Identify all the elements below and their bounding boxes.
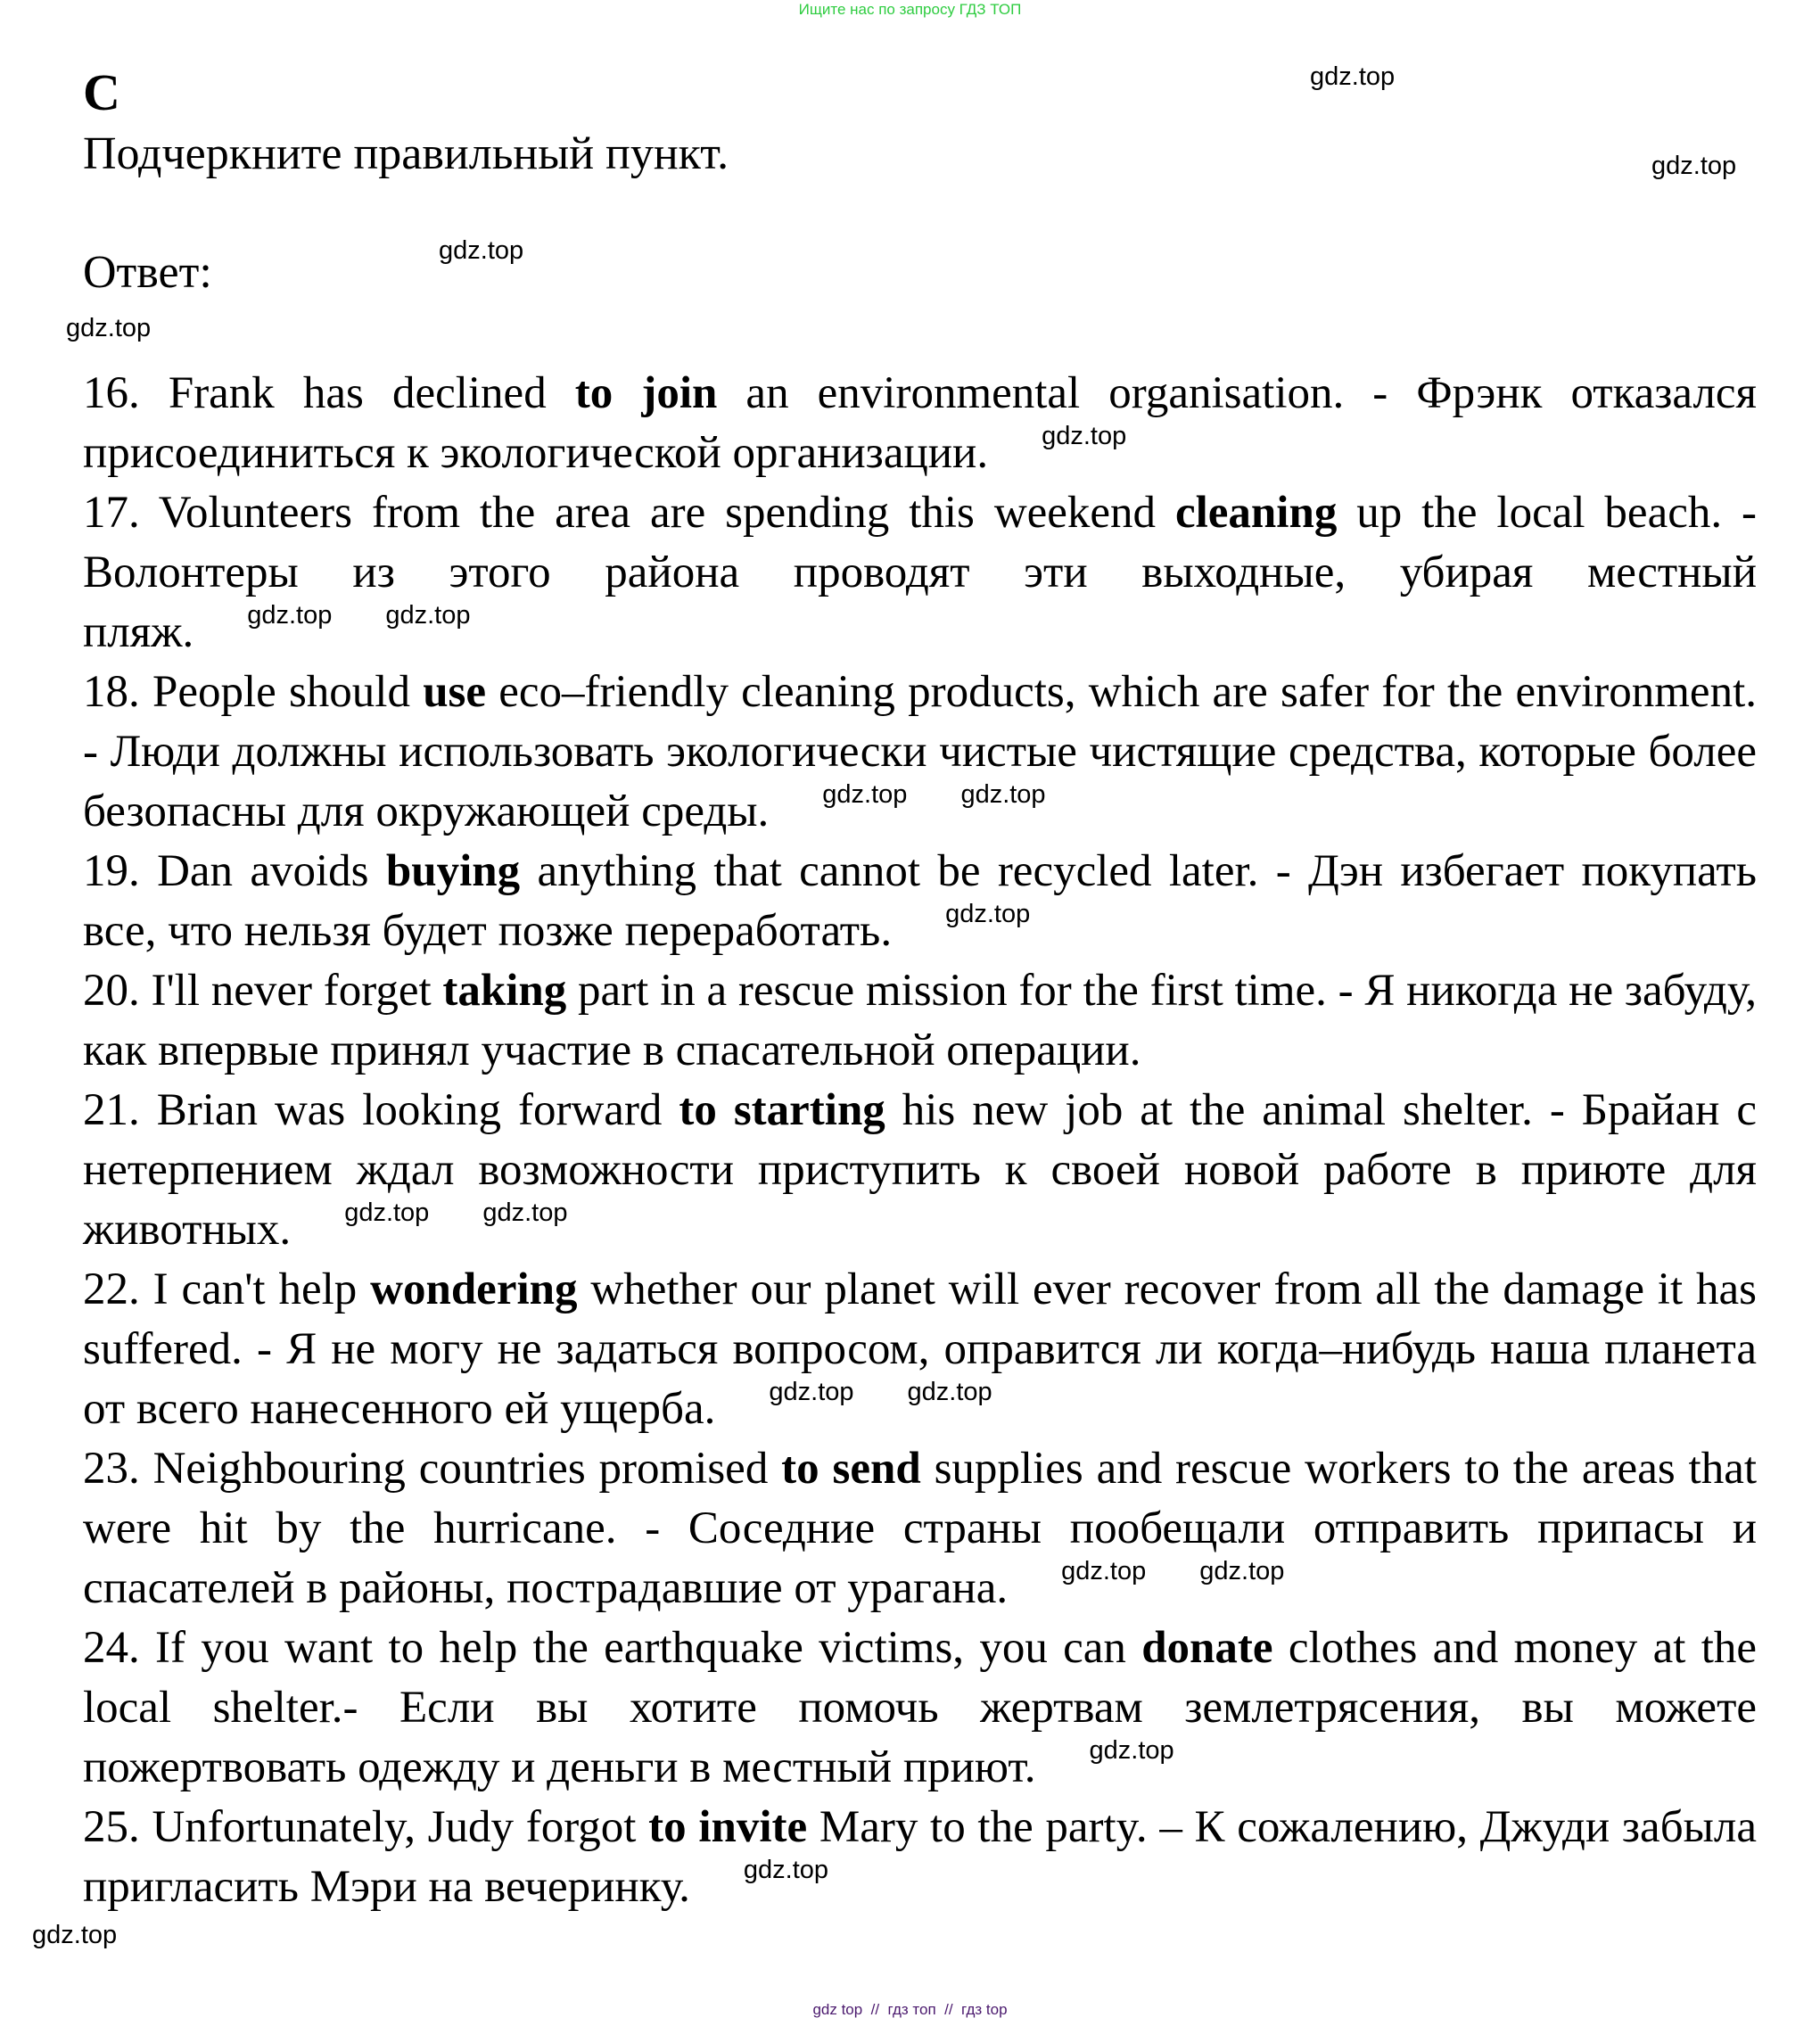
answer-item: 20. I'll never forget taking part in a rescue mission for the first time. - Я никогда не забуду, как впервые принял участие в спасательной операции. (83, 966, 1757, 1075)
watermark: gdz.top (32, 1921, 118, 1949)
watermark: gdz.top (743, 1856, 829, 1884)
watermark: gdz.top (960, 780, 1046, 809)
answer-item: 25. Unfortunately, Judy forgot to invite Mary to the party. – К сожалению, Джуди забыла пригласить Мэри на вечеринку. $^{gdz.top}$ (83, 1802, 1757, 1912)
watermark: gdz.top (822, 780, 908, 809)
watermark: gdz.top (1089, 1736, 1174, 1765)
answer-highlight: buying (385, 846, 521, 896)
answer-item: 22. I can't help wondering whether our planet will ever recover from all the damage it has suffered. - Я не могу не задаться вопросом, оправится ли когда–нибудь наша планета от всего нанесенного ей ущерба. $^{gdz.top}$ $^{gdz.top}$ (83, 1264, 1757, 1434)
answer-item: 16. Frank has declined to join an environmental organisation. - Фрэнк отказался присоединиться к экологической организации. $^{gdz.top}$ (83, 368, 1758, 478)
watermark: gdz.top (1061, 1557, 1147, 1585)
watermark: gdz.top (1310, 62, 1396, 91)
top-banner[interactable]: Ищите нас по запросу ГДЗ ТОП (798, 1, 1022, 18)
section-letter: C (83, 63, 120, 121)
watermark: gdz.top (769, 1378, 854, 1406)
answer-item: 18. People should use eco–friendly cleaning products, which are safer for the environment. - Люди должны использовать экологически чистые чистящие средства, которые более безопасны для окружающей среды. $^{gdz.top}$ $^{gdz.top}$ (83, 667, 1757, 836)
answer-highlight: taking (442, 966, 567, 1016)
watermark: gdz.top (66, 314, 152, 342)
answer-item: 24. If you want to help the earthquake victims, you can donate clothes and money at the local shelter.- Если вы хотите помочь жертвам землетрясения, вы можете пожертвовать одежду и деньги в местный приют. $^{gdz.top}$ (83, 1623, 1757, 1792)
answer-item: 19. Dan avoids buying anything that cannot be recycled later. - Дэн избегает покупать все, что нельзя будет позже переработать. $^{gdz.top}$ (83, 846, 1758, 956)
answer-list (32, 364, 1758, 1953)
answer-highlight: cleaning (1174, 488, 1338, 538)
task-instruction: Подчеркните правильный пункт. (83, 128, 729, 179)
watermark: gdz.top (482, 1198, 568, 1227)
watermark: gdz.top (344, 1198, 430, 1227)
watermark: gdz.top (1042, 422, 1127, 450)
watermark: gdz.top (385, 601, 471, 630)
answer-highlight: to starting (679, 1085, 885, 1135)
answer-highlight: to join (574, 368, 718, 418)
answer-highlight: wondering (370, 1264, 578, 1314)
watermark: gdz.top (439, 236, 524, 265)
answer-label: Ответ: (83, 247, 212, 298)
answer-highlight: donate (1141, 1623, 1273, 1673)
watermark: gdz.top (247, 601, 333, 630)
watermark: gdz.top (945, 900, 1031, 928)
watermark: gdz.top (1651, 152, 1737, 180)
answer-highlight: use (423, 667, 487, 717)
answer-item: 21. Brian was looking forward to starting his new job at the animal shelter. - Брайан с нетерпением ждал возможности приступить к своей новой работе в приюте для животных. $^{gdz.top}$ $^{gdz.top}$ (83, 1085, 1758, 1255)
answer-item: 23. Neighbouring countries promised to send supplies and rescue workers to the areas that were hit by the hurricane. - Соседние страны пообещали отправить припасы и спасателей в районы, пострадавшие от урагана. $^{gdz.top}$ $^{gdz.top}$ (83, 1444, 1757, 1613)
watermark: gdz.top (1199, 1557, 1285, 1585)
answer-highlight: to send (781, 1444, 921, 1494)
answer-highlight: to invite (648, 1802, 808, 1852)
answer-item: 17. Volunteers from the area are spending this weekend cleaning up the local beach. - Волонтеры из этого района проводят эти выходные, убирая местный пляж. $^{gdz.top}$ $^{gdz.top}$ (83, 488, 1757, 657)
footer-links[interactable]: gdz top // гдз топ // гдз top (812, 2001, 1008, 2018)
watermark: gdz.top (907, 1378, 992, 1406)
